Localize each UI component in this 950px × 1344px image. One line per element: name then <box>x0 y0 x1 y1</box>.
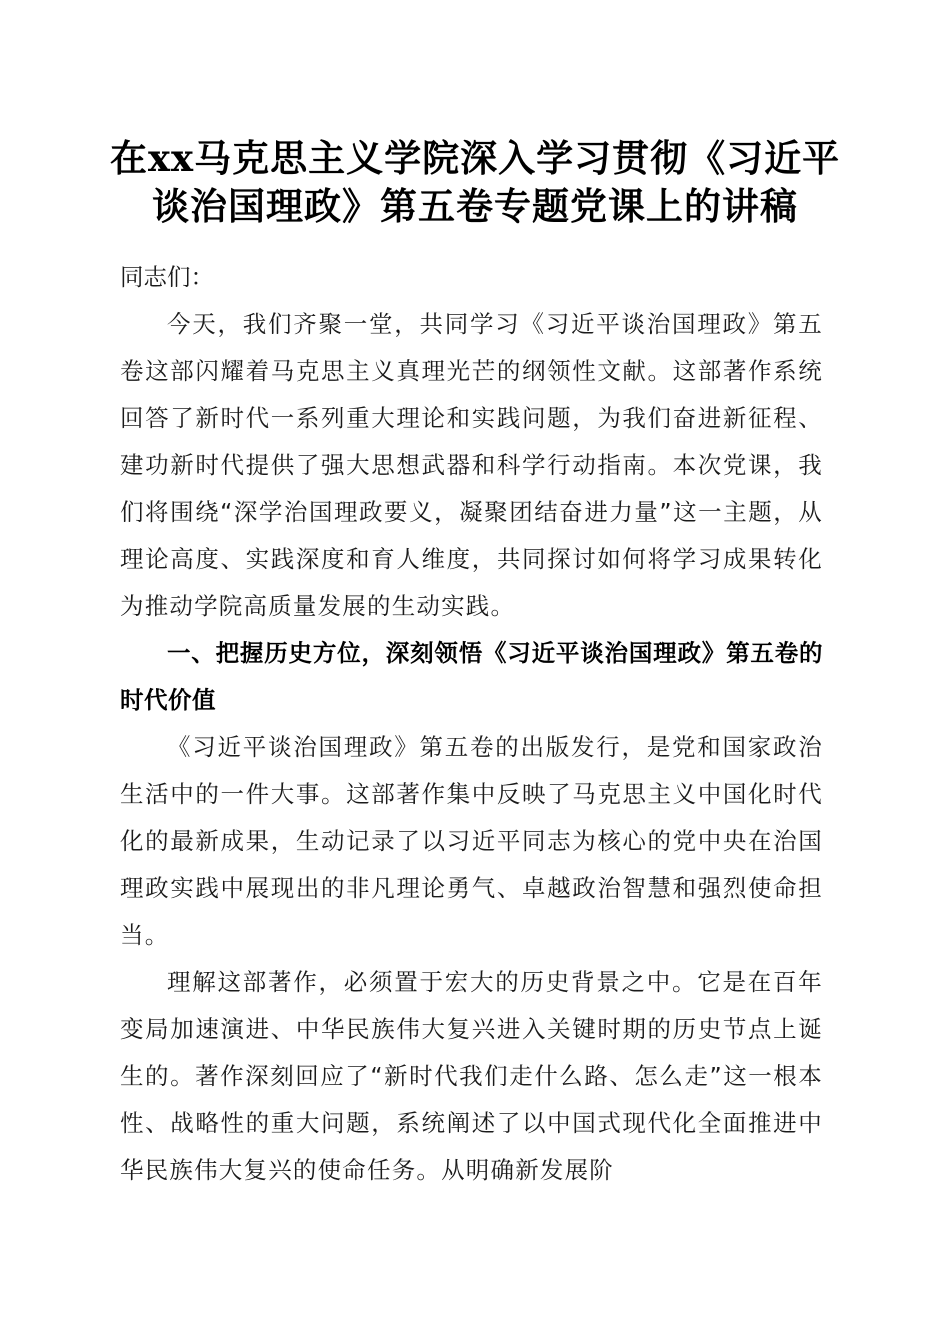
intro-paragraph: 今天，我们齐聚一堂，共同学习《习近平谈治国理政》第五卷这部闪耀着马克思主义真理光芒的纲领性文献。这部著作系统回答了新时代一系列重大理论和实践问题，为我们奋进新征程、建功新时代提供了强大思想武器和科学行动指南。本次党课，我们将围绕“深学治国理政要义，凝聚团结奋进力量”这一主题，从理论高度、实践深度和育人维度，共同探讨如何将学习成果转化为推动学院高质量发展的生动实践。 <box>120 310 823 620</box>
section-1-paragraph-1: 《习近平谈治国理政》第五卷的出版发行，是党和国家政治生活中的一件大事。这部著作集中反映了马克思主义中国化时代化的最新成果，生动记录了以习近平同志为核心的党中央在治国理政实践中展现出的非凡理论勇气、卓越政治智慧和强烈使命担当。 <box>120 733 823 949</box>
title-line-1: 在xx马克思主义学院深入学习贯彻《习近平 <box>110 136 841 180</box>
section-1-heading: 一、把握历史方位，深刻领悟《习近平谈治国理政》第五卷的时代价值 <box>120 639 823 714</box>
document-body <box>120 254 823 1194</box>
section-1-paragraph-2: 理解这部著作，必须置于宏大的历史背景之中。它是在百年变局加速演进、中华民族伟大复兴进入关键时期的历史节点上诞生的。著作深刻回应了“新时代我们走什么路、怎么走”这一根本性、战略性的重大问题，系统阐述了以中国式现代化全面推进中华民族伟大复兴的使命任务。从明确新发展阶 <box>120 968 823 1184</box>
salutation: 同志们： <box>120 263 214 291</box>
document-title <box>110 134 840 230</box>
title-line-2: 谈治国理政》第五卷专题党课上的讲稿 <box>152 184 798 228</box>
